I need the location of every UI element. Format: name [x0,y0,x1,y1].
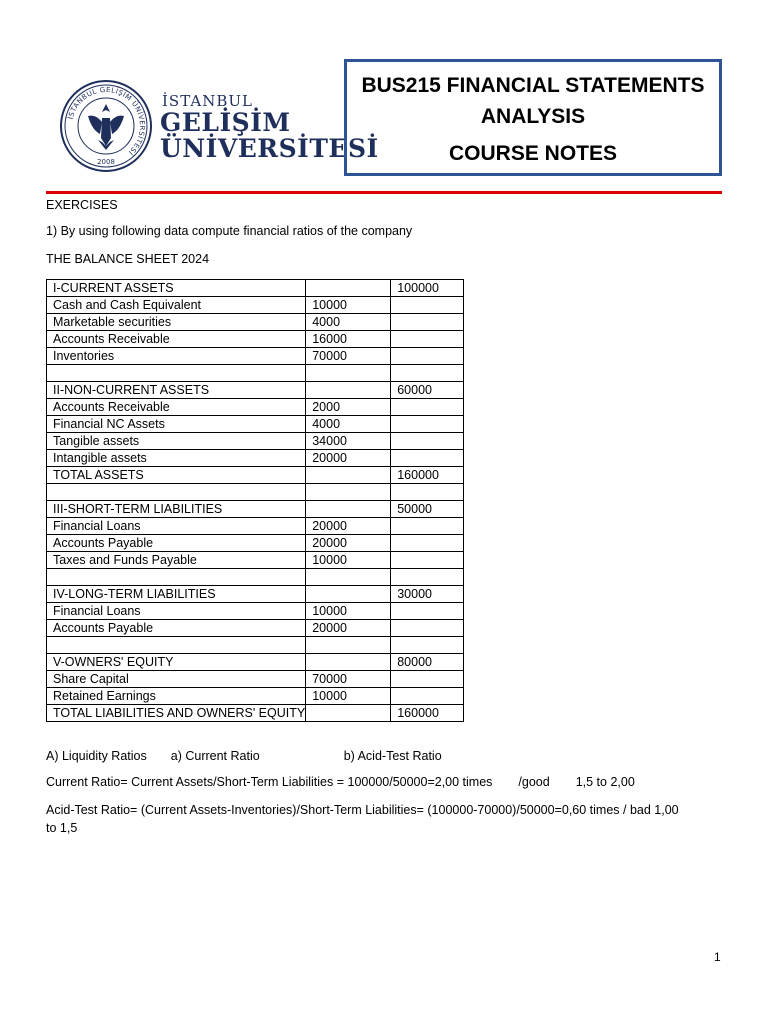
row-total-value-cell: 50000 [391,501,464,518]
row-total-value-cell [391,297,464,314]
logo-universitesi-text: ÜNİVERSİTESİ [160,134,379,163]
row-item-value-cell [306,365,391,382]
table-row [47,399,464,416]
row-item-value-cell: 2000 [306,399,391,416]
svg-text:İSTANBUL GELİŞİM ÜNİVERSİTESİ: İSTANBUL GELİŞİM ÜNİVERSİTESİ [66,85,147,157]
row-item-value-cell: 20000 [306,518,391,535]
row-item-value-cell: 34000 [306,433,391,450]
row-label-cell: V-OWNERS' EQUITY [47,654,306,671]
table-row [47,569,464,586]
row-item-value-cell [306,569,391,586]
balance-sheet-table [46,279,464,722]
liquidity-ratios-heading [46,749,442,763]
university-logo [58,78,379,174]
row-label-cell: III-SHORT-TERM LIABILITIES [47,501,306,518]
row-total-value-cell [391,450,464,467]
row-label-cell: Share Capital [47,671,306,688]
row-item-value-cell [306,484,391,501]
table-row [47,552,464,569]
row-item-value-cell: 10000 [306,552,391,569]
row-total-value-cell: 30000 [391,586,464,603]
table-row [47,501,464,518]
row-total-value-cell [391,433,464,450]
row-label-cell: TOTAL LIABILITIES AND OWNERS' EQUITY [47,705,306,722]
logo-istanbul-text: İSTANBUL [162,92,253,110]
table-row [47,671,464,688]
row-item-value-cell [306,467,391,484]
row-item-value-cell [306,654,391,671]
exercises-heading: EXERCISES [46,198,118,212]
course-title-continued: ANALYSIS [480,105,586,128]
page-number: 1 [714,950,721,964]
row-item-value-cell: 4000 [306,416,391,433]
current-ratio-line [46,775,635,789]
course-title-box [344,59,722,176]
acid-test-ratio-line: Acid-Test Ratio= (Current Assets-Inventories)/Short-Term Liabilities= (100000-70000)/50000=0,60 times / bad 1,00 [46,803,679,817]
row-item-value-cell [306,586,391,603]
row-label-cell: Financial NC Assets [47,416,306,433]
table-row [47,314,464,331]
row-label-cell: Inventories [47,348,306,365]
row-label-cell: Tangible assets [47,433,306,450]
row-label-cell: Financial Loans [47,518,306,535]
row-total-value-cell: 80000 [391,654,464,671]
row-label-cell: TOTAL ASSETS [47,467,306,484]
row-total-value-cell [391,535,464,552]
acid-test-ratio-line-continued: to 1,5 [46,821,78,835]
row-total-value-cell [391,603,464,620]
table-row [47,467,464,484]
table-row [47,280,464,297]
row-label-cell: Financial Loans [47,603,306,620]
acid-test-ratio-label: b) Acid-Test Ratio [343,749,442,763]
current-ratio-evaluation: /good [518,775,550,789]
row-total-value-cell [391,365,464,382]
row-total-value-cell [391,348,464,365]
liquidity-ratios-label: A) Liquidity Ratios [46,749,147,763]
row-total-value-cell [391,671,464,688]
row-item-value-cell: 70000 [306,671,391,688]
row-total-value-cell [391,484,464,501]
table-row [47,518,464,535]
university-seal-icon [58,78,154,174]
table-row [47,654,464,671]
row-total-value-cell [391,620,464,637]
logo-gelisim-text: GELİŞİM [160,108,291,137]
current-ratio-range: 1,5 to 2,00 [575,775,635,789]
row-total-value-cell [391,688,464,705]
table-row [47,416,464,433]
row-label-cell: Taxes and Funds Payable [47,552,306,569]
row-total-value-cell [391,637,464,654]
course-notes-label: COURSE NOTES [448,142,618,165]
row-total-value-cell [391,416,464,433]
row-label-cell: Intangible assets [47,450,306,467]
row-item-value-cell [306,705,391,722]
header-divider [46,191,722,194]
row-label-cell: I-CURRENT ASSETS [47,280,306,297]
row-item-value-cell: 4000 [306,314,391,331]
exercise-task: 1) By using following data compute financial ratios of the company [46,224,413,238]
row-item-value-cell: 20000 [306,450,391,467]
row-total-value-cell: 100000 [391,280,464,297]
svg-text:2008: 2008 [97,158,115,166]
row-label-cell [47,569,306,586]
row-item-value-cell [306,637,391,654]
row-item-value-cell: 20000 [306,535,391,552]
row-label-cell: II-NON-CURRENT ASSETS [47,382,306,399]
row-item-value-cell [306,280,391,297]
table-row [47,433,464,450]
row-label-cell [47,365,306,382]
course-title: BUS215 FINANCIAL STATEMENTS [361,74,705,97]
table-row [47,586,464,603]
row-label-cell: Retained Earnings [47,688,306,705]
table-row [47,705,464,722]
row-total-value-cell: 60000 [391,382,464,399]
current-ratio-formula: Current Ratio= Current Assets/Short-Term Liabilities = 100000/50000=2,00 times [46,775,493,789]
table-row [47,603,464,620]
row-item-value-cell [306,382,391,399]
row-item-value-cell: 20000 [306,620,391,637]
row-item-value-cell [306,501,391,518]
row-label-cell: Cash and Cash Equivalent [47,297,306,314]
table-row [47,297,464,314]
row-total-value-cell [391,518,464,535]
table-row [47,365,464,382]
row-label-cell: Marketable securities [47,314,306,331]
table-row [47,688,464,705]
row-label-cell: IV-LONG-TERM LIABILITIES [47,586,306,603]
row-label-cell: Accounts Receivable [47,331,306,348]
row-total-value-cell [391,569,464,586]
current-ratio-label: a) Current Ratio [170,749,260,763]
row-total-value-cell [391,399,464,416]
balance-sheet-title: THE BALANCE SHEET 2024 [46,252,210,266]
table-row [47,535,464,552]
row-item-value-cell: 10000 [306,297,391,314]
row-total-value-cell: 160000 [391,705,464,722]
row-label-cell [47,484,306,501]
row-label-cell: Accounts Payable [47,535,306,552]
row-item-value-cell: 16000 [306,331,391,348]
table-row [47,450,464,467]
row-item-value-cell: 10000 [306,688,391,705]
table-row [47,348,464,365]
table-row [47,637,464,654]
row-total-value-cell [391,331,464,348]
row-item-value-cell: 10000 [306,603,391,620]
row-label-cell: Accounts Receivable [47,399,306,416]
row-total-value-cell [391,314,464,331]
table-row [47,382,464,399]
table-row [47,331,464,348]
row-item-value-cell: 70000 [306,348,391,365]
table-row [47,484,464,501]
row-label-cell [47,637,306,654]
table-row [47,620,464,637]
row-total-value-cell [391,552,464,569]
row-total-value-cell: 160000 [391,467,464,484]
row-label-cell: Accounts Payable [47,620,306,637]
